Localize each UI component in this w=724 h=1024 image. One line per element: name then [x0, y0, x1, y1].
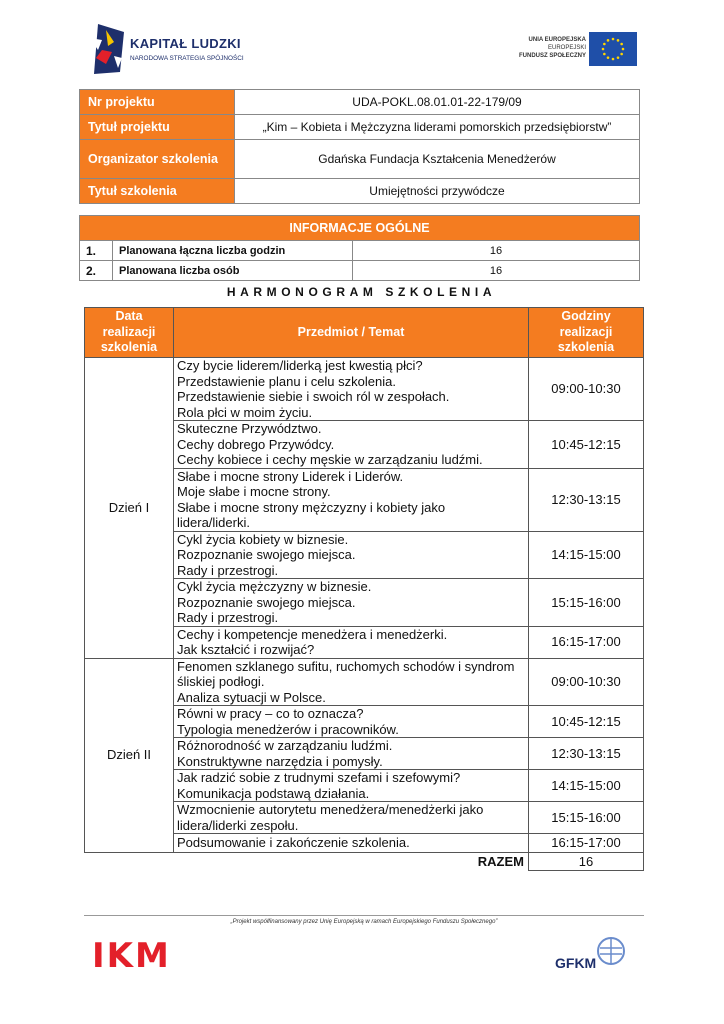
topic-line: Słabe i mocne strony Liderek i Liderów.: [177, 468, 404, 484]
schedule-time: 16:15-17:00: [529, 626, 644, 658]
schedule-time: 09:00-10:30: [529, 358, 644, 421]
general-info-row: [80, 241, 640, 261]
schedule-topic: [174, 706, 529, 738]
eu-star-icon: [603, 43, 606, 46]
topic-line: Przedstawienie siebie i swoich ról w zespołach.: [177, 389, 450, 404]
topic-line: Wzmocnienie autorytetu menedżera/menedżerki jako: [177, 802, 484, 817]
topic-line: śliskiej podłogi.: [177, 674, 265, 689]
kapital-ludzki-title: KAPITAŁ LUDZKI: [130, 36, 241, 51]
eu-star-icon: [607, 56, 610, 59]
row-value: 16: [353, 241, 640, 261]
topic-line: Rola płci w moim życiu.: [177, 404, 313, 420]
eu-star-icon: [617, 56, 620, 59]
eu-star-icon: [607, 39, 610, 42]
row-label: Planowana łączna liczba godzin: [113, 241, 353, 261]
schedule-topic: [174, 531, 529, 579]
footer-note: „Projekt współfinansowany przez Unię Europejską w ramach Europejskiego Funduszu Społecznego”: [230, 919, 498, 925]
schedule-day: Dzień II: [85, 658, 174, 852]
topic-line: Typologia menedżerów i pracowników.: [177, 721, 399, 737]
total-label: RAZEM: [174, 852, 529, 871]
topic-line: Rady i przestrogi.: [177, 562, 279, 578]
topic-line: Przedstawienie planu i celu szkolenia.: [177, 373, 396, 389]
project-row: [80, 179, 640, 204]
schedule-topic: [174, 358, 529, 421]
eu-star-icon: [622, 48, 625, 51]
eu-star-icon: [602, 48, 605, 51]
topic-line: lidera/liderki zespołu.: [177, 817, 299, 833]
topic-line: lidera/liderki.: [177, 515, 250, 530]
topic-line: Jak radzić sobie z trudnymi szefami i szefowymi?: [177, 770, 461, 785]
row-number: 2.: [80, 261, 113, 281]
eu-star-icon: [617, 39, 620, 42]
kapital-ludzki-subtitle: NARODOWA STRATEGIA SPÓJNOŚCI: [130, 55, 244, 62]
eu-star-icon: [612, 38, 615, 41]
schedule-row: [85, 358, 644, 421]
row-number: 1.: [80, 241, 113, 261]
schedule-time: 10:45-12:15: [529, 421, 644, 469]
project-label: Nr projektu: [80, 90, 235, 115]
topic-line: Cechy dobrego Przywódcy.: [177, 436, 335, 452]
schedule-title: HARMONOGRAM SZKOLENIA: [226, 285, 497, 299]
hours-column-header: Godziny realizacji szkolenia: [529, 308, 644, 358]
general-info-row: [80, 261, 640, 281]
schedule-time: 15:15-16:00: [529, 802, 644, 834]
schedule-row: [85, 658, 644, 706]
topic-line: Podsumowanie i zakończenie szkolenia.: [177, 835, 410, 850]
schedule-topic: [174, 579, 529, 627]
project-value: „Kim – Kobieta i Mężczyzna liderami pomorskich przedsiębiorstw”: [235, 115, 640, 140]
schedule-time: 16:15-17:00: [529, 834, 644, 853]
schedule-time: 15:15-16:00: [529, 579, 644, 627]
total-row: [85, 852, 644, 871]
schedule-table: [84, 307, 644, 871]
topic-line: Konstruktywne narzędzia i pomysły.: [177, 753, 383, 769]
ikm-logo: IKM: [92, 936, 171, 976]
schedule-topic: [174, 421, 529, 469]
project-row: [80, 90, 640, 115]
topic-line: Skuteczne Przywództwo.: [177, 421, 322, 436]
eu-star-icon: [620, 53, 623, 56]
eu-star-icon: [612, 58, 615, 61]
topic-line: Różnorodność w zarządzaniu ludźmi.: [177, 738, 393, 753]
topic-line: Rozpoznanie swojego miejsca.: [177, 547, 356, 562]
schedule-time: 12:30-13:15: [529, 468, 644, 531]
gfkm-logo: GFKM: [555, 955, 597, 971]
topic-line: Cykl życia kobiety w biznesie.: [177, 531, 349, 547]
topic-line: Cechy kobiece i cechy męskie w zarządzaniu ludźmi.: [177, 452, 483, 467]
project-value: Umiejętności przywódcze: [235, 179, 640, 204]
topic-line: Analiza sytuacji w Polsce.: [177, 689, 326, 705]
eu-logo-text: UNIA EUROPEJSKA EUROPEJSKI FUNDUSZ SPOŁECZNY: [518, 37, 586, 59]
project-row: [80, 140, 640, 179]
general-info-heading: INFORMACJE OGÓLNE: [80, 216, 640, 241]
project-label: Tytuł projektu: [80, 115, 235, 140]
schedule-header-row: [85, 308, 644, 358]
schedule-topic: [174, 770, 529, 802]
topic-line: Fenomen szklanego sufitu, ruchomych schodów i syndrom: [177, 658, 515, 674]
topic-line: Czy bycie liderem/liderką jest kwestią płci?: [177, 358, 423, 373]
schedule-topic: [174, 802, 529, 834]
date-column-header: Data realizacji szkolenia: [85, 308, 174, 358]
schedule-day: Dzień I: [85, 358, 174, 659]
eu-flag-icon: [589, 32, 637, 66]
project-row: [80, 115, 640, 140]
topic-line: Cechy i kompetencje menedżera i menedżerki.: [177, 626, 448, 642]
schedule-topic: [174, 626, 529, 658]
topic-column-header: Przedmiot / Temat: [174, 308, 529, 358]
project-value: UDA-POKL.08.01.01-22-179/09: [235, 90, 640, 115]
schedule-topic: [174, 658, 529, 706]
schedule-topic: [174, 834, 529, 853]
topic-line: Rozpoznanie swojego miejsca.: [177, 594, 356, 610]
total-value: 16: [529, 852, 644, 871]
footer-divider: [84, 915, 644, 916]
schedule-time: 10:45-12:15: [529, 706, 644, 738]
row-value: 16: [353, 261, 640, 281]
topic-line: Rady i przestrogi.: [177, 610, 279, 625]
topic-line: Moje słabe i mocne strony.: [177, 484, 331, 499]
row-label: Planowana liczba osób: [113, 261, 353, 281]
schedule-time: 14:15-15:00: [529, 770, 644, 802]
schedule-topic: [174, 738, 529, 770]
eu-star-icon: [620, 43, 623, 46]
topic-line: Cykl życia mężczyzny w biznesie.: [177, 579, 372, 594]
schedule-time: 09:00-10:30: [529, 658, 644, 706]
general-info-table: [79, 215, 640, 281]
topic-line: Słabe i mocne strony mężczyzny i kobiety jako: [177, 499, 446, 515]
schedule-topic: [174, 468, 529, 531]
total-spacer: [85, 852, 174, 871]
schedule-time: 12:30-13:15: [529, 738, 644, 770]
schedule-time: 14:15-15:00: [529, 531, 644, 579]
topic-line: Równi w pracy – co to oznacza?: [177, 706, 364, 721]
project-value: Gdańska Fundacja Kształcenia Menedżerów: [235, 140, 640, 179]
project-info-table: [79, 89, 640, 204]
project-label: Tytuł szkolenia: [80, 179, 235, 204]
eu-star-icon: [603, 53, 606, 56]
project-label: Organizator szkolenia: [80, 140, 235, 179]
gfkm-globe-icon: [596, 936, 626, 966]
topic-line: Komunikacja podstawą działania.: [177, 785, 370, 801]
topic-line: Jak kształcić i rozwijać?: [177, 642, 315, 657]
